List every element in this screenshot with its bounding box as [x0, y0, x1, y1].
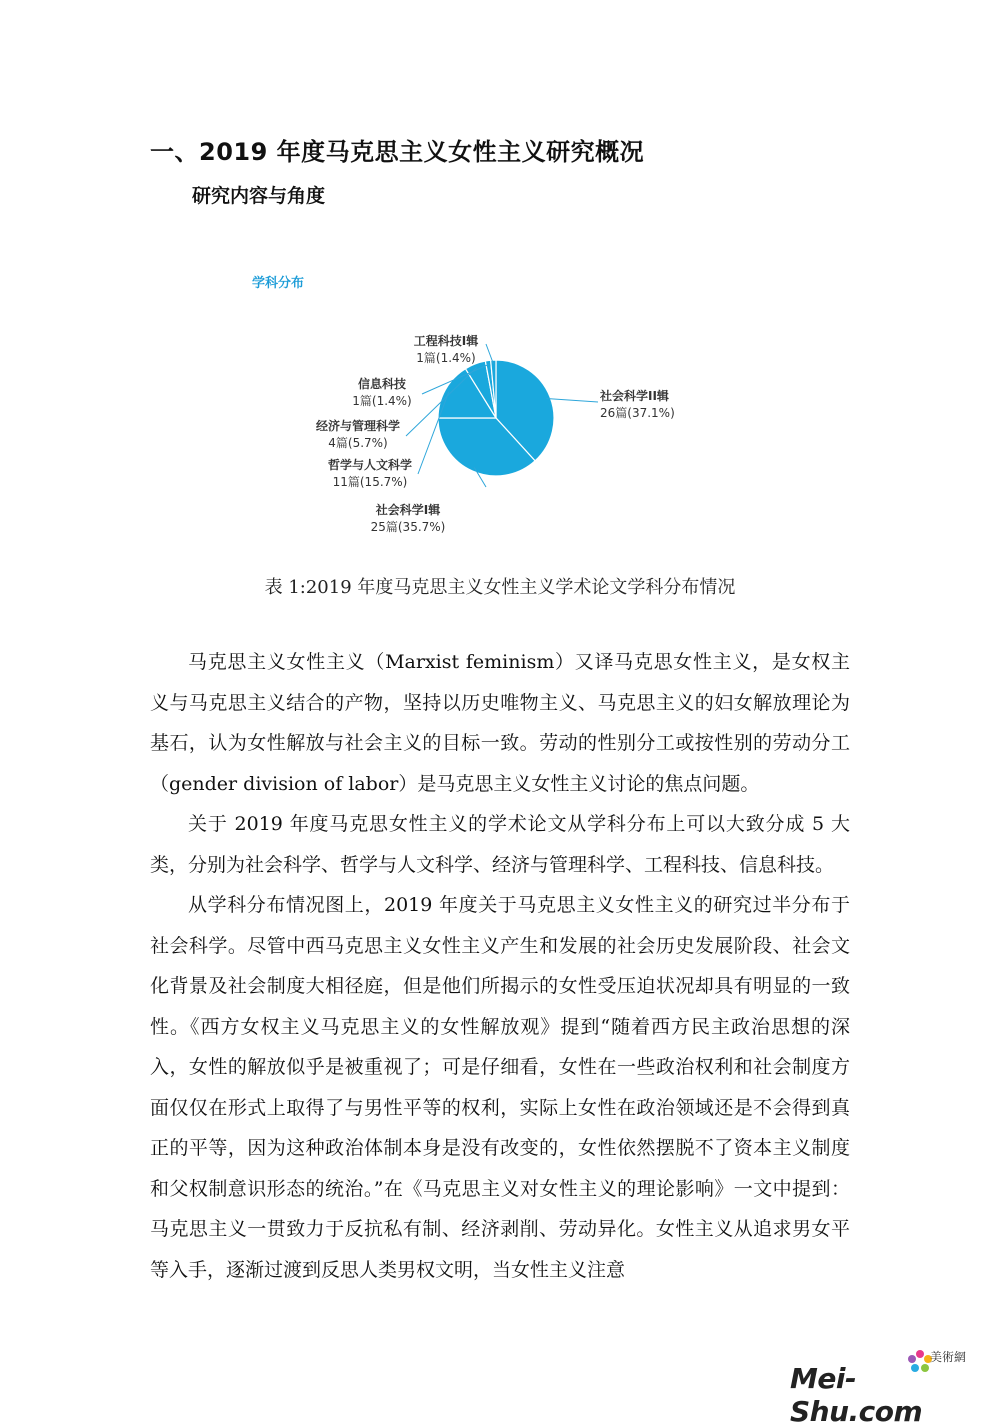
body-text [150, 642, 850, 1290]
watermark-cn: 美術網 [929, 1350, 966, 1364]
slice-value-label: 1篇(1.4%) [352, 394, 412, 408]
slice-value-label: 25篇(35.7%) [370, 520, 446, 534]
section-heading: 一、2019 年度马克思主义女性主义研究概况 [150, 138, 645, 166]
slice-name-label: 社会科学II辑 [600, 389, 669, 403]
slice-name-label: 社会科学I辑 [375, 503, 441, 517]
slice-name-label: 工程科技I辑 [413, 334, 479, 348]
paragraph-3: 从学科分布情况图上，2019 年度关于马克思主义女性主义的研究过半分布于社会科学。尽管中西马克思主义女性主义产生和发展的社会历史发展阶段、社会文化背景及社会制度大相径庭，但是他们所揭示的女性受压迫状况却具有明显的一致性。《西方女权主义马克思主义的女性解放观》提到“随着西方民主政治思想的深入，女性的解放似乎是被重视了；可是仔细看，女性在一些政治权利和社会制度方面仅仅在形式上取得了与男性平等的权利，实际上女性在政治领域还是不会得到真正的平等，因为这种政治体制本身是没有改变的，女性依然摆脱不了资本主义制度和父权制意识形态的统治。”在《马克思主义对女性主义的理论影响》一文中提到：马克思主义一贯致力于反抗私有制、经济剥削、劳动异化。女性主义从追求男女平等入手，逐渐过渡到反思人类男权文明，当女性主义注意 [150, 894, 850, 1281]
slice-value-label: 4篇(5.7%) [328, 436, 388, 450]
chart-title: 学科分布 [252, 276, 305, 291]
watermark-logo: Mei-Shu.com [790, 1362, 923, 1428]
slice-name-label: 信息科技 [357, 377, 407, 391]
slice-value-label: 26篇(37.1%) [600, 406, 675, 420]
slice-name-label: 哲学与人文科学 [327, 458, 413, 472]
watermark [790, 1348, 980, 1428]
subsection-heading: 研究内容与角度 [192, 185, 326, 207]
paragraph-2: 关于 2019 年度马克思女性主义的学术论文从学科分布上可以大致分成 5 大类，分别为社会科学、哲学与人文科学、经济与管理科学、工程科技、信息科技。 [150, 813, 850, 876]
slice-name-label: 经济与管理科学 [315, 419, 401, 433]
slice-value-label: 11篇(15.7%) [332, 475, 408, 489]
discipline-pie-chart [240, 262, 760, 552]
slice-value-label: 1篇(1.4%) [416, 351, 476, 365]
leader-line [546, 398, 598, 402]
figure-caption: 表 1:2019 年度马克思主义女性主义学术论文学科分布情况 [264, 577, 736, 598]
paragraph-1: 马克思主义女性主义（Marxist feminism）又译马克思女性主义，是女权主义与马克思主义结合的产物，坚持以历史唯物主义、马克思主义的妇女解放理论为基石，认为女性解放与社会主义的目标一致。劳动的性别分工或按性别的劳动分工（gender division of labor）是马克思主义女性主义讨论的焦点问题。 [150, 651, 850, 795]
